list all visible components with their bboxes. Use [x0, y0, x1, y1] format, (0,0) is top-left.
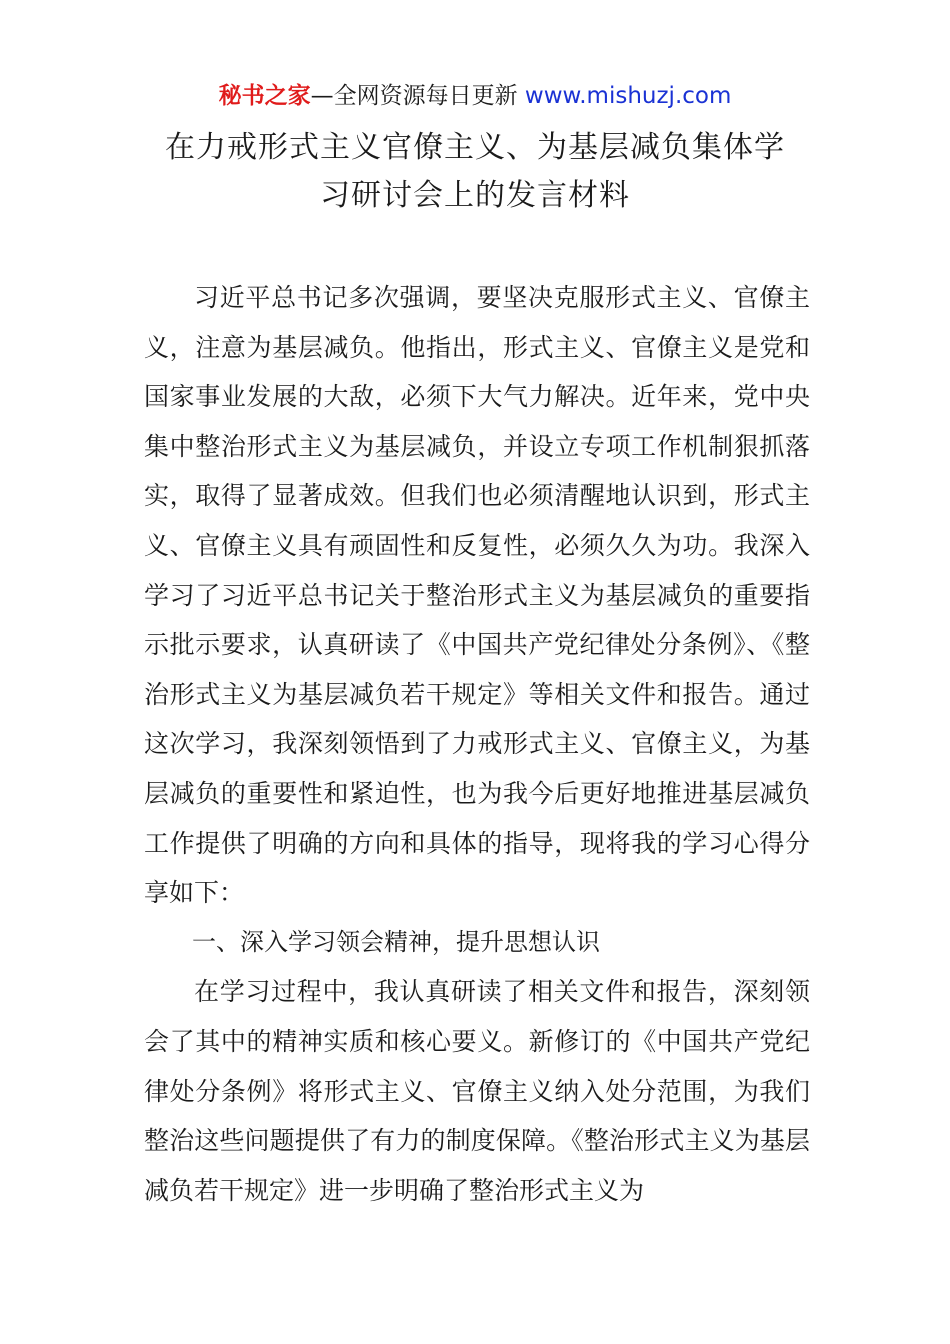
site-brand: 秘书之家 [218, 83, 311, 109]
site-tagline: —全网资源每日更新 [310, 83, 525, 109]
section-heading: 一、深入学习领会精神，提升思想认识 [192, 927, 600, 956]
document-title [120, 124, 830, 220]
body-paragraph: 在学习过程中，我认真研读了相关文件和报告，深刻领会了其中的精神实质和核心要义。新修订的《中国共产党纪律处分条例》将形式主义、官僚主义纳入处分范围，为我们整治这些问题提供了有力的制度保障。《整治形式主义为基层减负若干规定》进一步明确了整治形式主义为 [144, 977, 810, 1205]
site-header [0, 80, 950, 112]
title-line-2: 习研讨会上的发言材料 [320, 178, 630, 213]
body-paragraph: 习近平总书记多次强调，要坚决克服形式主义、官僚主义，注意为基层减负。他指出，形式主义、官僚主义是党和国家事业发展的大敌，必须下大气力解决。近年来，党中央集中整治形式主义为基层减负，并设立专项工作机制狠抓落实，取得了显著成效。但我们也必须清醒地认识到，形式主义、官僚主义具有顽固性和反复性，必须久久为功。我深入学习了习近平总书记关于整治形式主义为基层减负的重要指示批示要求，认真研读了《中国共产党纪律处分条例》、《整治形式主义为基层减负若干规定》等相关文件和报告。通过这次学习，我深刻领悟到了力戒形式主义、官僚主义，为基层减负的重要性和紧迫性，也为我今后更好地推进基层减负工作提供了明确的方向和具体的指导，现将我的学习心得分享如下： [144, 283, 810, 908]
site-url[interactable]: www.mishuzj.com [524, 83, 732, 109]
document-body [144, 273, 810, 1215]
title-line-1: 在力戒形式主义官僚主义、为基层减负集体学 [165, 130, 785, 165]
